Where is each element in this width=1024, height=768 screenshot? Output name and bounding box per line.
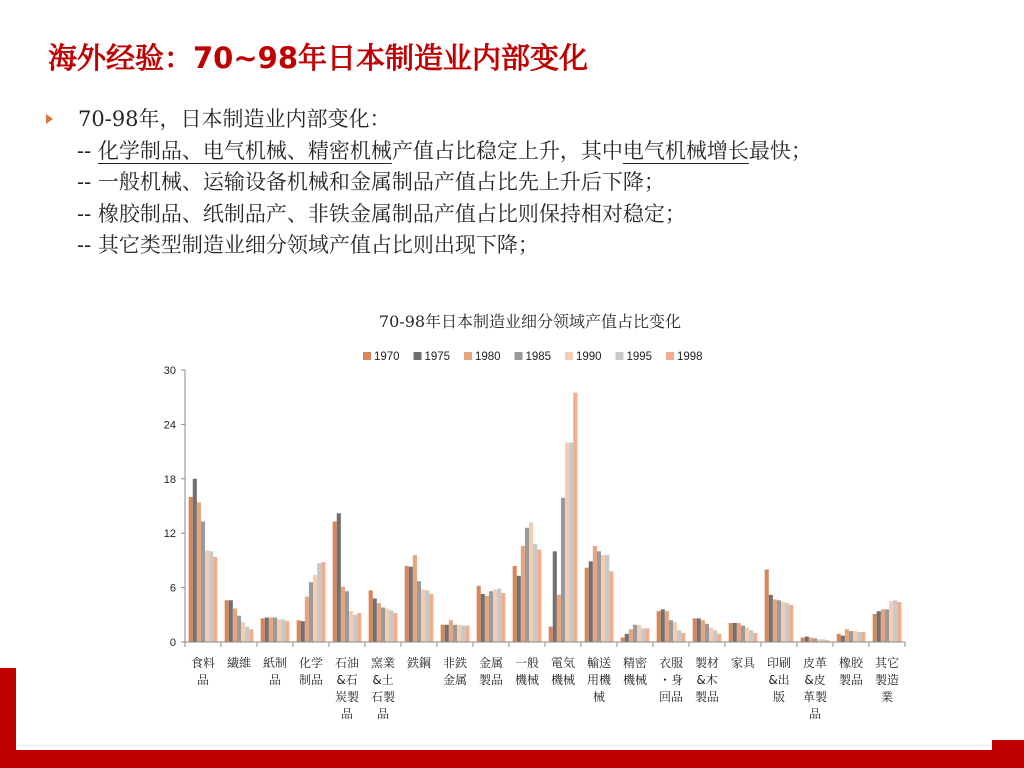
bar-1980 [557,595,561,642]
bar-1980 [341,587,345,642]
bar-1985 [669,620,673,642]
y-tick-label: 0 [169,637,176,649]
x-tick-label: 制品 [298,673,324,687]
bar-1980 [485,596,489,642]
bullet-subitem-3: -- 橡胶制品、纸制品产、非铁金属制品产值占比则保持相对稳定； [77,201,686,226]
bar-1990 [889,601,893,642]
bar-1985 [777,600,781,642]
legend-swatch-1998 [666,352,674,360]
bars-group [189,393,902,642]
bar-1970 [765,569,769,642]
bar-1975 [553,551,557,642]
legend-label-1980: 1980 [475,351,501,363]
bar-1975 [769,595,773,642]
bar-1990 [673,622,677,642]
bar-1985 [381,608,385,642]
legend-label-1995: 1995 [626,351,653,363]
bar-1985 [849,631,853,642]
x-tick-label: 品 [268,673,282,687]
bar-1975 [625,634,629,642]
bar-1998 [213,557,217,642]
bar-1995 [641,628,645,642]
bullet-subitem-4: -- 其它类型制造业细分领域产值占比则出现下降； [77,233,539,257]
bar-1995 [461,626,465,642]
x-axis [185,642,905,721]
bar-1975 [841,636,845,642]
bar-1990 [709,627,713,642]
bar-1995 [893,600,897,642]
bar-1980 [449,620,453,642]
legend-label-1985: 1985 [525,351,552,363]
bar-1998 [321,562,325,642]
bar-1998 [681,633,685,642]
x-tick-label: &出 [768,673,790,687]
bar-1985 [813,638,817,642]
bar-1975 [409,567,413,642]
bar-1985 [273,618,277,642]
x-tick-label: 製材 [694,656,720,670]
x-tick-label: 其它 [874,656,900,670]
bar-1995 [497,589,501,642]
bar-1970 [405,566,409,642]
bar-1980 [377,603,381,642]
bar-1995 [785,603,789,642]
bar-1990 [601,555,605,642]
bar-1990 [637,625,641,642]
bar-1970 [441,625,445,642]
x-tick-label: 製造 [874,673,900,687]
bar-1970 [837,634,841,642]
bar-1970 [297,620,301,642]
legend-label-1975: 1975 [424,351,451,363]
x-tick-label: 化学 [298,656,324,670]
bar-1980 [809,637,813,642]
bar-chart [130,300,930,740]
bar-1985 [453,625,457,642]
bar-1998 [357,613,361,642]
bar-1998 [717,634,721,642]
bar-1975 [373,598,377,642]
x-tick-label: 石製 [370,690,396,704]
subitem-1-prefix: -- [77,138,98,163]
x-tick-label: 機械 [514,673,540,687]
bar-1998 [429,594,433,642]
bullet-heading: 70-98年，日本制造业内部变化： [78,107,391,131]
bar-1980 [197,502,201,642]
x-tick-label: 品 [808,707,822,721]
bar-1995 [605,555,609,642]
bullet-subitem-2: -- 一般机械、运输设备机械和金属制品产值占比先上升后下降； [77,170,665,194]
bar-1980 [521,546,525,642]
bar-1985 [885,609,889,642]
bullet-list [46,104,986,262]
x-tick-label: 製品 [838,673,864,687]
slide-title: 海外经验：70~98年日本制造业内部变化 [48,41,589,75]
bar-1985 [237,616,241,642]
x-tick-label: 精密 [622,656,648,670]
bar-1998 [465,626,469,642]
bullet-heading-row [46,104,986,136]
bar-1985 [525,528,529,642]
decorative-red-side-bar [0,668,16,752]
bar-1970 [261,618,265,642]
bar-1970 [585,568,589,642]
bar-1990 [421,589,425,642]
x-tick-label: 輸送 [586,656,612,670]
bar-1975 [481,594,485,642]
bar-1985 [561,498,565,642]
subitem-1-tail: 最快； [748,138,812,163]
x-tick-label: 窯業 [370,656,396,670]
bar-1985 [489,591,493,642]
x-tick-label: 紙制 [262,656,288,670]
x-tick-label: 機械 [622,673,648,687]
bar-1990 [385,608,389,642]
x-tick-label: &木 [696,673,718,687]
bar-1970 [621,637,625,642]
bar-1970 [729,623,733,642]
bar-1975 [661,609,665,642]
bar-1990 [781,602,785,642]
bar-1980 [305,597,309,642]
x-tick-label: 石油 [334,656,360,670]
bar-1980 [701,620,705,642]
bar-1998 [249,629,253,642]
bar-1990 [457,625,461,642]
x-tick-label: 皮革 [802,656,828,670]
bar-1990 [853,631,857,642]
bar-1995 [713,630,717,642]
bar-1975 [265,618,269,642]
bar-1980 [233,608,237,642]
bar-1985 [705,624,709,642]
bar-1980 [737,623,741,642]
bar-1990 [745,627,749,642]
bar-1998 [897,602,901,642]
x-tick-label: 金属 [442,673,468,687]
bar-1970 [657,611,661,642]
y-tick-label: 6 [169,582,176,595]
x-tick-label: 品 [340,707,354,721]
bar-1990 [241,622,245,642]
bar-1995 [245,627,249,642]
x-tick-label: 橡胶 [838,656,864,670]
bar-1985 [597,551,601,642]
legend-label-1970: 1970 [374,351,400,363]
bar-1995 [389,610,393,642]
bar-1975 [877,611,881,642]
bar-1975 [229,600,233,642]
subitem-1-middle: 产值占比稳定上升，其中 [391,138,623,163]
x-tick-label: 用機 [586,673,612,687]
bar-1990 [205,550,209,642]
bar-1980 [269,618,273,642]
bar-1980 [881,609,885,642]
bar-1985 [741,626,745,642]
x-tick-label: &石 [336,673,358,687]
bar-1995 [317,563,321,642]
bar-1980 [845,629,849,642]
x-tick-label: 品 [376,707,390,721]
bar-1970 [369,590,373,642]
bar-1990 [277,619,281,642]
bar-1998 [501,593,505,642]
x-tick-label: 食料 [190,656,216,670]
bar-1998 [573,393,577,642]
legend-label-1990: 1990 [576,351,602,363]
bar-1970 [513,566,517,642]
bar-1995 [425,590,429,642]
bar-1998 [645,628,649,642]
bar-1970 [873,614,877,642]
bar-1980 [773,599,777,642]
x-tick-label: 業 [880,690,894,704]
bullet-subitem-1 [46,136,986,168]
x-tick-label: 金属 [478,656,504,670]
bar-1975 [301,621,305,642]
bar-1985 [417,581,421,642]
bar-1975 [697,618,701,642]
y-tick-label: 30 [163,365,176,377]
bar-1970 [189,497,193,642]
bar-1990 [565,443,569,642]
legend-swatch-1980 [464,352,472,360]
x-tick-label: 械 [592,690,606,704]
bar-1990 [313,575,317,642]
bar-1970 [477,586,481,642]
x-tick-label: 製品 [478,673,504,687]
chart-legend [363,351,703,363]
legend-swatch-1985 [515,352,523,360]
bar-1998 [393,613,397,642]
bar-1975 [445,625,449,642]
x-tick-label: 回品 [658,690,684,704]
bar-1975 [337,513,341,642]
legend-swatch-1990 [565,352,573,360]
bar-1995 [857,632,861,642]
bar-1995 [677,630,681,642]
x-tick-label: ・身 [658,673,684,687]
x-tick-label: 革製 [802,690,828,704]
x-tick-label: 衣服 [658,656,684,670]
chart-title: 70-98年日本制造业细分领域产值占比变化 [378,312,682,331]
bar-1985 [309,582,313,642]
bar-1970 [693,618,697,642]
bar-1995 [749,630,753,642]
bar-1998 [609,571,613,642]
x-tick-label: 一般 [514,656,540,670]
bar-1998 [753,633,757,642]
arrow-bullet-icon [46,114,53,124]
bar-1995 [281,619,285,642]
bar-1998 [537,550,541,642]
y-tick-label: 12 [163,528,176,541]
legend-label-1998: 1998 [677,351,703,363]
x-tick-label: 繊維 [226,656,252,670]
x-tick-label: 非鉄 [442,656,468,670]
y-tick-label: 24 [163,419,176,432]
subitem-1-underlined-a: 化学制品、电气机械、精密机械 [97,138,392,163]
legend-swatch-1970 [363,352,371,360]
bar-1998 [285,621,289,642]
decorative-red-bottom-bar [0,750,1024,768]
x-tick-label: 炭製 [334,690,360,704]
bar-1980 [629,629,633,642]
bar-1990 [349,611,353,642]
y-tick-label: 18 [163,473,176,486]
bar-1995 [533,544,537,642]
x-tick-label: 製品 [694,690,720,704]
bar-1998 [861,632,865,642]
bar-1975 [805,637,809,642]
bar-1995 [569,443,573,642]
bar-1990 [493,589,497,642]
x-tick-label: 版 [772,690,786,704]
legend-swatch-1975 [414,352,422,360]
x-tick-label: 電気 [550,656,576,670]
bar-1970 [549,627,553,642]
x-tick-label: 家具 [730,656,756,670]
x-tick-label: 品 [196,673,210,687]
x-tick-label: 印刷 [766,656,792,670]
bar-1975 [517,576,521,642]
y-axis [164,365,185,649]
bar-1975 [193,479,197,642]
bar-1975 [733,623,737,642]
bar-1970 [801,637,805,642]
x-tick-label: &皮 [804,673,826,687]
bar-1985 [201,521,205,642]
bar-1985 [345,591,349,642]
bar-1995 [353,615,357,642]
bar-1990 [529,522,533,642]
bar-1980 [413,555,417,642]
bar-1970 [225,600,229,642]
bar-1980 [665,611,669,642]
bar-1975 [589,561,593,642]
bar-1998 [789,605,793,642]
bar-1980 [593,546,597,642]
bar-1995 [209,551,213,642]
bar-1970 [333,521,337,642]
x-tick-label: &土 [372,673,394,687]
bar-1985 [633,625,637,642]
x-tick-label: 機械 [550,673,576,687]
subitem-1-underlined-b: 电气机械增长 [622,138,749,163]
legend-swatch-1995 [616,352,624,360]
x-tick-label: 鉄鋼 [406,656,432,670]
